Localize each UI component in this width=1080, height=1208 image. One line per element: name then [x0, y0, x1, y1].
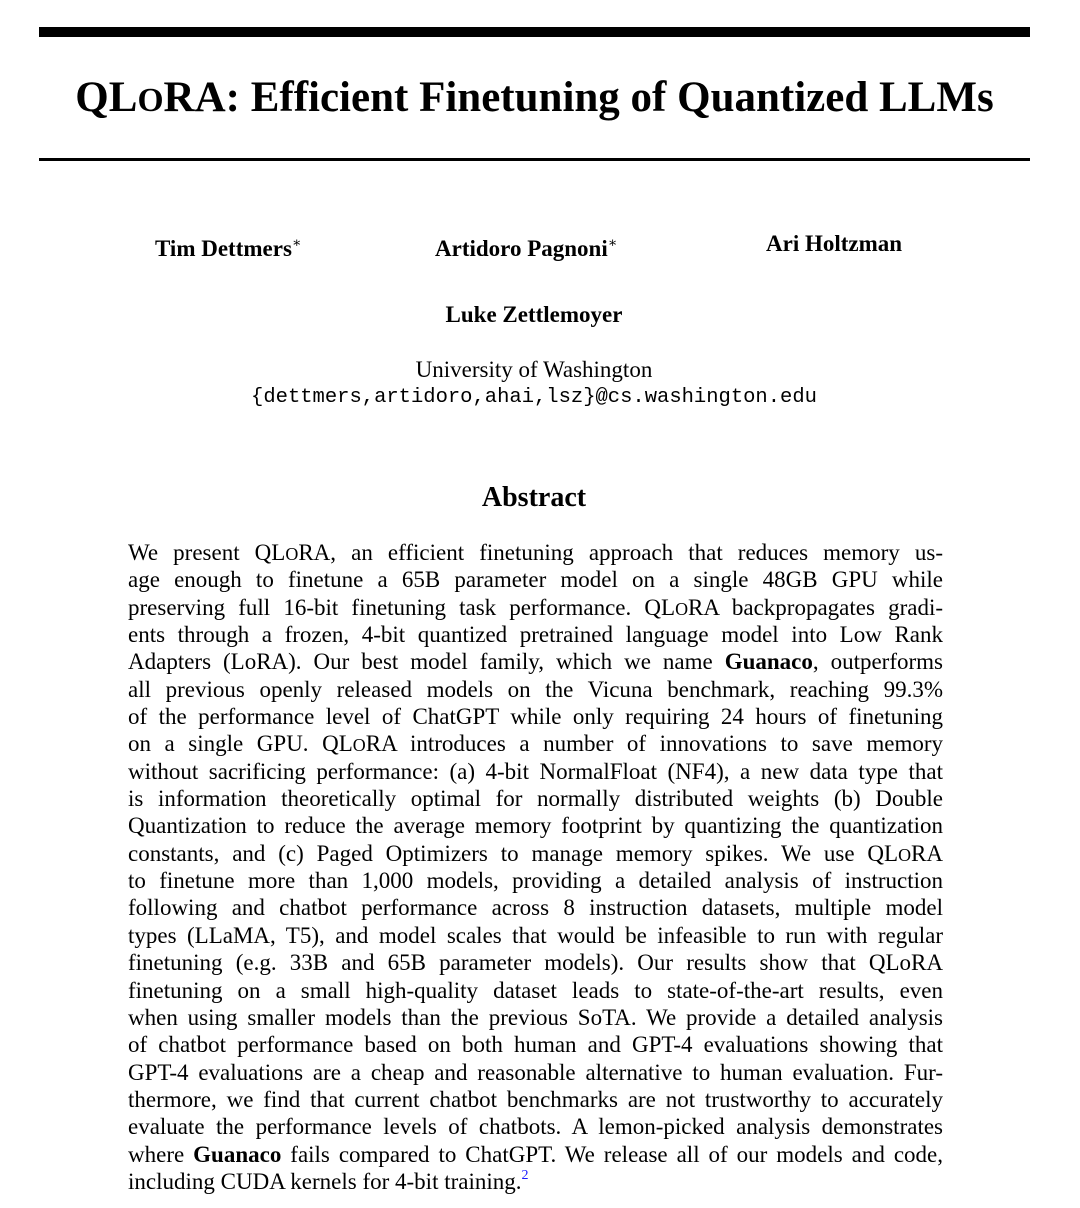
abstract-line: of chatbot performance based on both human and GPT-4 evaluations showing that [128, 1032, 943, 1058]
abstract-line: We present QLORA, an efficient finetuning approach that reduces memory us- [128, 540, 943, 565]
abstract-line: following and chatbot performance across 8 instruction datasets, multiple model [128, 895, 943, 921]
author-emails: {dettmers,artidoro,ahai,lsz}@cs.washington.edu [251, 386, 817, 409]
abstract-line: Adapters (LoRA). Our best model family, which we name Guanaco, outperforms [128, 649, 944, 675]
model-name-guanaco: Guanaco [724, 649, 813, 675]
author-artidoro-pagnoni: Artidoro Pagnoni∗ [435, 236, 618, 261]
footnote-link[interactable]: 2 [521, 1167, 529, 1183]
abstract-line: when using smaller models than the previous SoTA. We provide a detailed analysis [128, 1004, 943, 1030]
author-tim-dettmers: Tim Dettmers∗ [155, 236, 302, 261]
abstract-line: preserving full 16-bit finetuning task performance. QLORA backpropagates gradi- [128, 594, 943, 620]
abstract-heading: Abstract [481, 482, 587, 513]
model-name-guanaco: Guanaco [193, 1141, 282, 1167]
affiliation: University of Washington [415, 357, 653, 382]
abstract-line: to finetune more than 1,000 models, providing a detailed analysis of instruction [128, 868, 943, 894]
abstract-line: without sacrificing performance: (a) 4-bit NormalFloat (NF4), a new data type that [128, 758, 943, 784]
top-rule [39, 27, 1030, 37]
abstract-line: constants, and (c) Paged Optimizers to manage memory spikes. We use QLORA [128, 840, 943, 866]
abstract-line: thermore, we find that current chatbot benchmarks are not trustworthy to accurately [128, 1086, 943, 1112]
abstract-line: finetuning on a small high-quality dataset leads to state-of-the-art results, even [128, 977, 943, 1003]
abstract-line: finetuning (e.g. 33B and 65B parameter models). Our results show that QLoRA [128, 950, 943, 976]
author-luke-zettlemoyer: Luke Zettlemoyer [445, 302, 623, 327]
abstract-line: including CUDA kernels for 4-bit training.$^2$ [128, 1167, 529, 1194]
abstract-line: of the performance level of ChatGPT while only requiring 24 hours of finetuning [128, 704, 943, 730]
abstract-line: all previous openly released models on the Vicuna benchmark, reaching 99.3% [128, 676, 943, 702]
abstract-line: ents through a frozen, 4-bit quantized pretrained language model into Low Rank [128, 622, 943, 648]
abstract-line: types (LLaMA, T5), and model scales that would be infeasible to run with regular [128, 922, 943, 948]
abstract-line: age enough to finetune a 65B parameter model on a single 48GB GPU while [128, 567, 943, 593]
abstract-line: GPT-4 evaluations are a cheap and reasonable alternative to human evaluation. Fur- [128, 1059, 943, 1085]
title-bottom-rule [39, 158, 1030, 161]
paper-title: QLORA: Efficient Finetuning of Quantized LLMs [75, 74, 994, 121]
abstract-line: on a single GPU. QLORA introduces a number of innovations to save memory [128, 731, 943, 757]
abstract-body [128, 539, 943, 1195]
abstract-line: Quantization to reduce the average memory footprint by quantizing the quantization [128, 813, 943, 839]
equal-contribution-mark: ∗ [291, 236, 302, 251]
author-ari-holtzman: Ari Holtzman [766, 231, 903, 256]
abstract-line: evaluate the performance levels of chatbots. A lemon-picked analysis demonstrates [128, 1114, 943, 1140]
abstract-line: is information theoretically optimal for normally distributed weights (b) Double [128, 786, 943, 812]
abstract-line: where Guanaco fails compared to ChatGPT. We release all of our models and code, [128, 1141, 943, 1167]
equal-contribution-mark: ∗ [607, 236, 618, 251]
